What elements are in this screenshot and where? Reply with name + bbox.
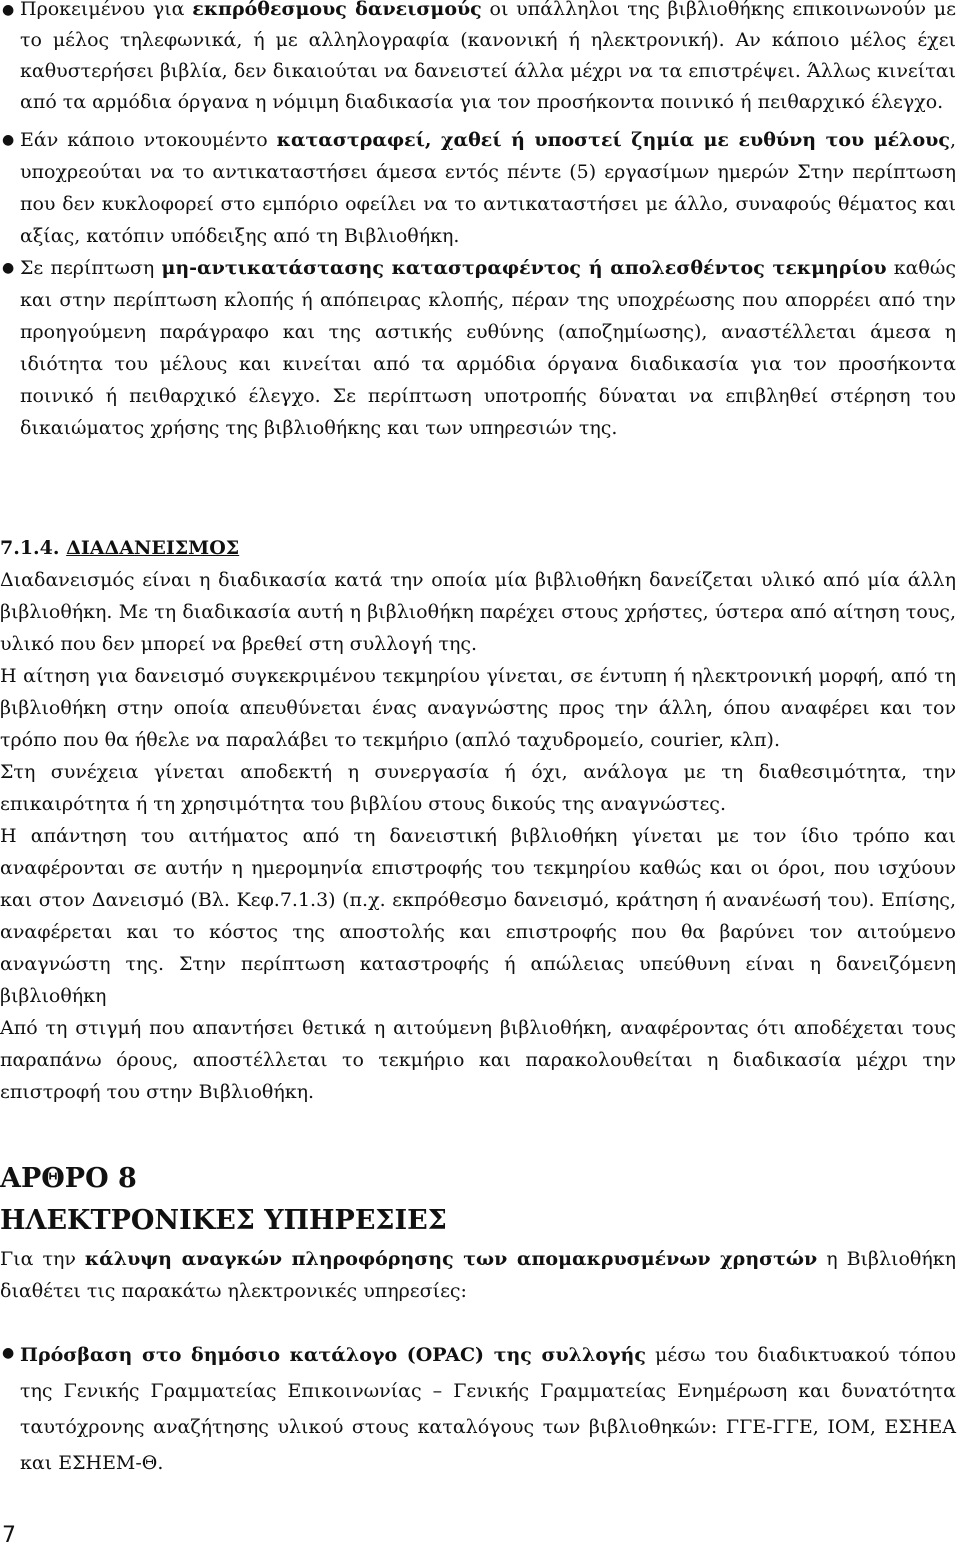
bullet-text: Εάν κάποιο ντοκουμέντο [20, 129, 277, 151]
bullet-text: Προκειμένου για [20, 0, 193, 20]
section-heading [0, 532, 239, 564]
bullet-bold-text: μη-αντικατάστασης καταστραφέντος ή απολεσθέντος τεκμηρίου [161, 257, 887, 279]
section-body [0, 564, 956, 1108]
bullet-icon: ● [2, 132, 15, 148]
intro-bold-text: κάλυψη αναγκών πληροφόρησης των απομακρυσμένων χρηστών [84, 1248, 818, 1270]
bullet-icon: ● [2, 1345, 15, 1361]
bullet-text: Σε περίπτωση [20, 257, 162, 279]
bullet-item-non-replacement [0, 252, 956, 444]
paragraph: Η αίτηση για δανεισμό συγκεκριμένου τεκμηρίου γίνεται, σε έντυπη ή ηλεκτρονική μορφή, από τη βιβλιοθήκη στην οποία απευθύνεται ένας αναγνώστης προς την άλλη, όπου αναφέρει και τον τρόπο που θα ήθελε να παραλάβει το τεκμήριο (απλό ταχυδρομείο, courier, κλπ). [0, 665, 956, 751]
paragraph: Από τη στιγμή που απαντήσει θετικά η αιτούμενη βιβλιοθήκη, αναφέροντας ότι αποδέχεται τους παραπάνω όρους, αποστέλλεται το τεκμήριο και παρακολουθείται η διαδικασία μέχρι την επιστροφή του στην Βιβλιοθήκη. [0, 1017, 956, 1103]
bullet-text: οι υπάλληλοι της βιβλιοθήκης επικοινωνούν με το μέλος τηλεφωνικά, ή με αλληλογραφία (κανονική ή ηλεκτρονική). Αν κάποιο μέλος έχει καθυστερήσει βιβλία, δεν δικαιούται να δανειστεί άλλα μέχρι να τα επιστρέψει. Άλλως κινείται από τα αρμόδια όργανα η νόμιμη διαδικασία για τον προσήκοντα ποινικό ή πειθαρχικό έλεγχο. [20, 0, 957, 113]
article-intro [0, 1243, 956, 1307]
section-title: ΔΙΑΔΑΝΕΙΣΜΟΣ [66, 537, 240, 559]
bullet-text: καθώς και στην περίπτωση κλοπής ή απόπειρας κλοπής, πέραν της υποχρέωσης που απορρέει από την προηγούμενη παράγραφο και της αστικής ευθύνης (αποζημίωσης), αναστέλλεται άμεσα η ιδιότητα του μέλους και κινείται από τα αρμόδια όργανα διαδικασία για τον προσήκοντα ποινικό ή πειθαρχικό έλεγχο. Σε περίπτωση υποτροπής δύναται να επιβληθεί στέρηση του δικαιώματος χρήσης της βιβλιοθήκης και των υπηρεσιών της. [20, 257, 956, 439]
intro-text: Για την [0, 1248, 85, 1270]
service-bold-text: Πρόσβαση στο δημόσιο κατάλογο (OPAC) της συλλογής [20, 1344, 646, 1366]
intro-text: η Βιβλιοθήκη διαθέτει τις παρακάτω ηλεκτρονικές υπηρεσίες: [0, 1248, 956, 1302]
bullet-item-overdue [0, 0, 956, 118]
bullet-icon: ● [2, 2, 15, 18]
article-title: ΗΛΕΚΤΡΟΝΙΚΕΣ ΥΠΗΡΕΣΙΕΣ [0, 1205, 447, 1236]
article-number: ΑΡΘΡΟ 8 [0, 1163, 137, 1194]
bullet-item-damage [0, 124, 956, 252]
paragraph: Στη συνέχεια γίνεται αποδεκτή η συνεργασία ή όχι, ανάλογα με τη διαθεσιμότητα, την επικαιρότητα ή τη χρησιμότητα του βιβλίου στους δικούς της αναγνώστες. [0, 761, 956, 815]
bullet-bold-text: εκπρόθεσμους δανεισμούς [192, 0, 482, 20]
paragraph: Διαδανεισμός είναι η διαδικασία κατά την οποία μία βιβλιοθήκη δανείζεται υλικό από μία άλλη βιβλιοθήκη. Με τη διαδικασία αυτή η βιβλιοθήκη παρέχει στους χρήστες, ύστερα από αίτηση τους, υλικό που δεν μπορεί να βρεθεί στη συλλογή της. [0, 569, 956, 655]
bullet-bold-text: καταστραφεί, χαθεί ή υποστεί ζημία με ευθύνη του μέλους [276, 129, 950, 151]
bullet-list [0, 0, 956, 444]
bullet-icon: ● [2, 260, 15, 276]
paragraph: Η απάντηση του αιτήματος από τη δανειστική βιβλιοθήκη γίνεται με τον ίδιο τρόπο και αναφέρονται σε αυτήν η ημερομηνία επιστροφής του τεκμηρίου καθώς και οι όροι, που ισχύουν και στον Δανεισμό (Βλ. Κεφ.7.1.3) (π.χ. εκπρόθεσμο δανεισμό, κράτηση ή ανανέωσή του). Επίσης, αναφέρεται και το κόστος της αποστολής και επιστροφής που θα βαρύνει τον αιτούμενο αναγνώστη της. Στην περίπτωση καταστροφής ή απώλειας υπεύθυνη είναι η δανειζόμενη βιβλιοθήκη [0, 825, 956, 1007]
page-number: 7 [2, 1523, 16, 1548]
bullet-text: , υποχρεούται να το αντικαταστήσει άμεσα εντός πέντε (5) εργασίμων ημερών Στην περίπτωση που δεν κυκλοφορεί στο εμπόριο οφείλει να το αντικαταστήσει με άλλο, συναφούς θέματος και αξίας, κατόπιν υπόδειξης από τη Βιβλιοθήκη. [20, 129, 956, 247]
section-number: 7.1.4. [0, 537, 60, 559]
service-item-opac [0, 1337, 956, 1481]
service-text: μέσω του διαδικτυακού τόπου της Γενικής Γραμματείας Επικοινωνίας – Γενικής Γραμματείας Ενημέρωση και δυνατότητα ταυτόχρονης αναζήτησης υλικού στους καταλόγους των βιβλιοθηκών: ΓΓΕ-ΓΓΕ, ΙΟΜ, ΕΣΗΕΑ και ΕΣΗΕΜ-Θ. [20, 1344, 957, 1474]
services-list [0, 1337, 956, 1481]
